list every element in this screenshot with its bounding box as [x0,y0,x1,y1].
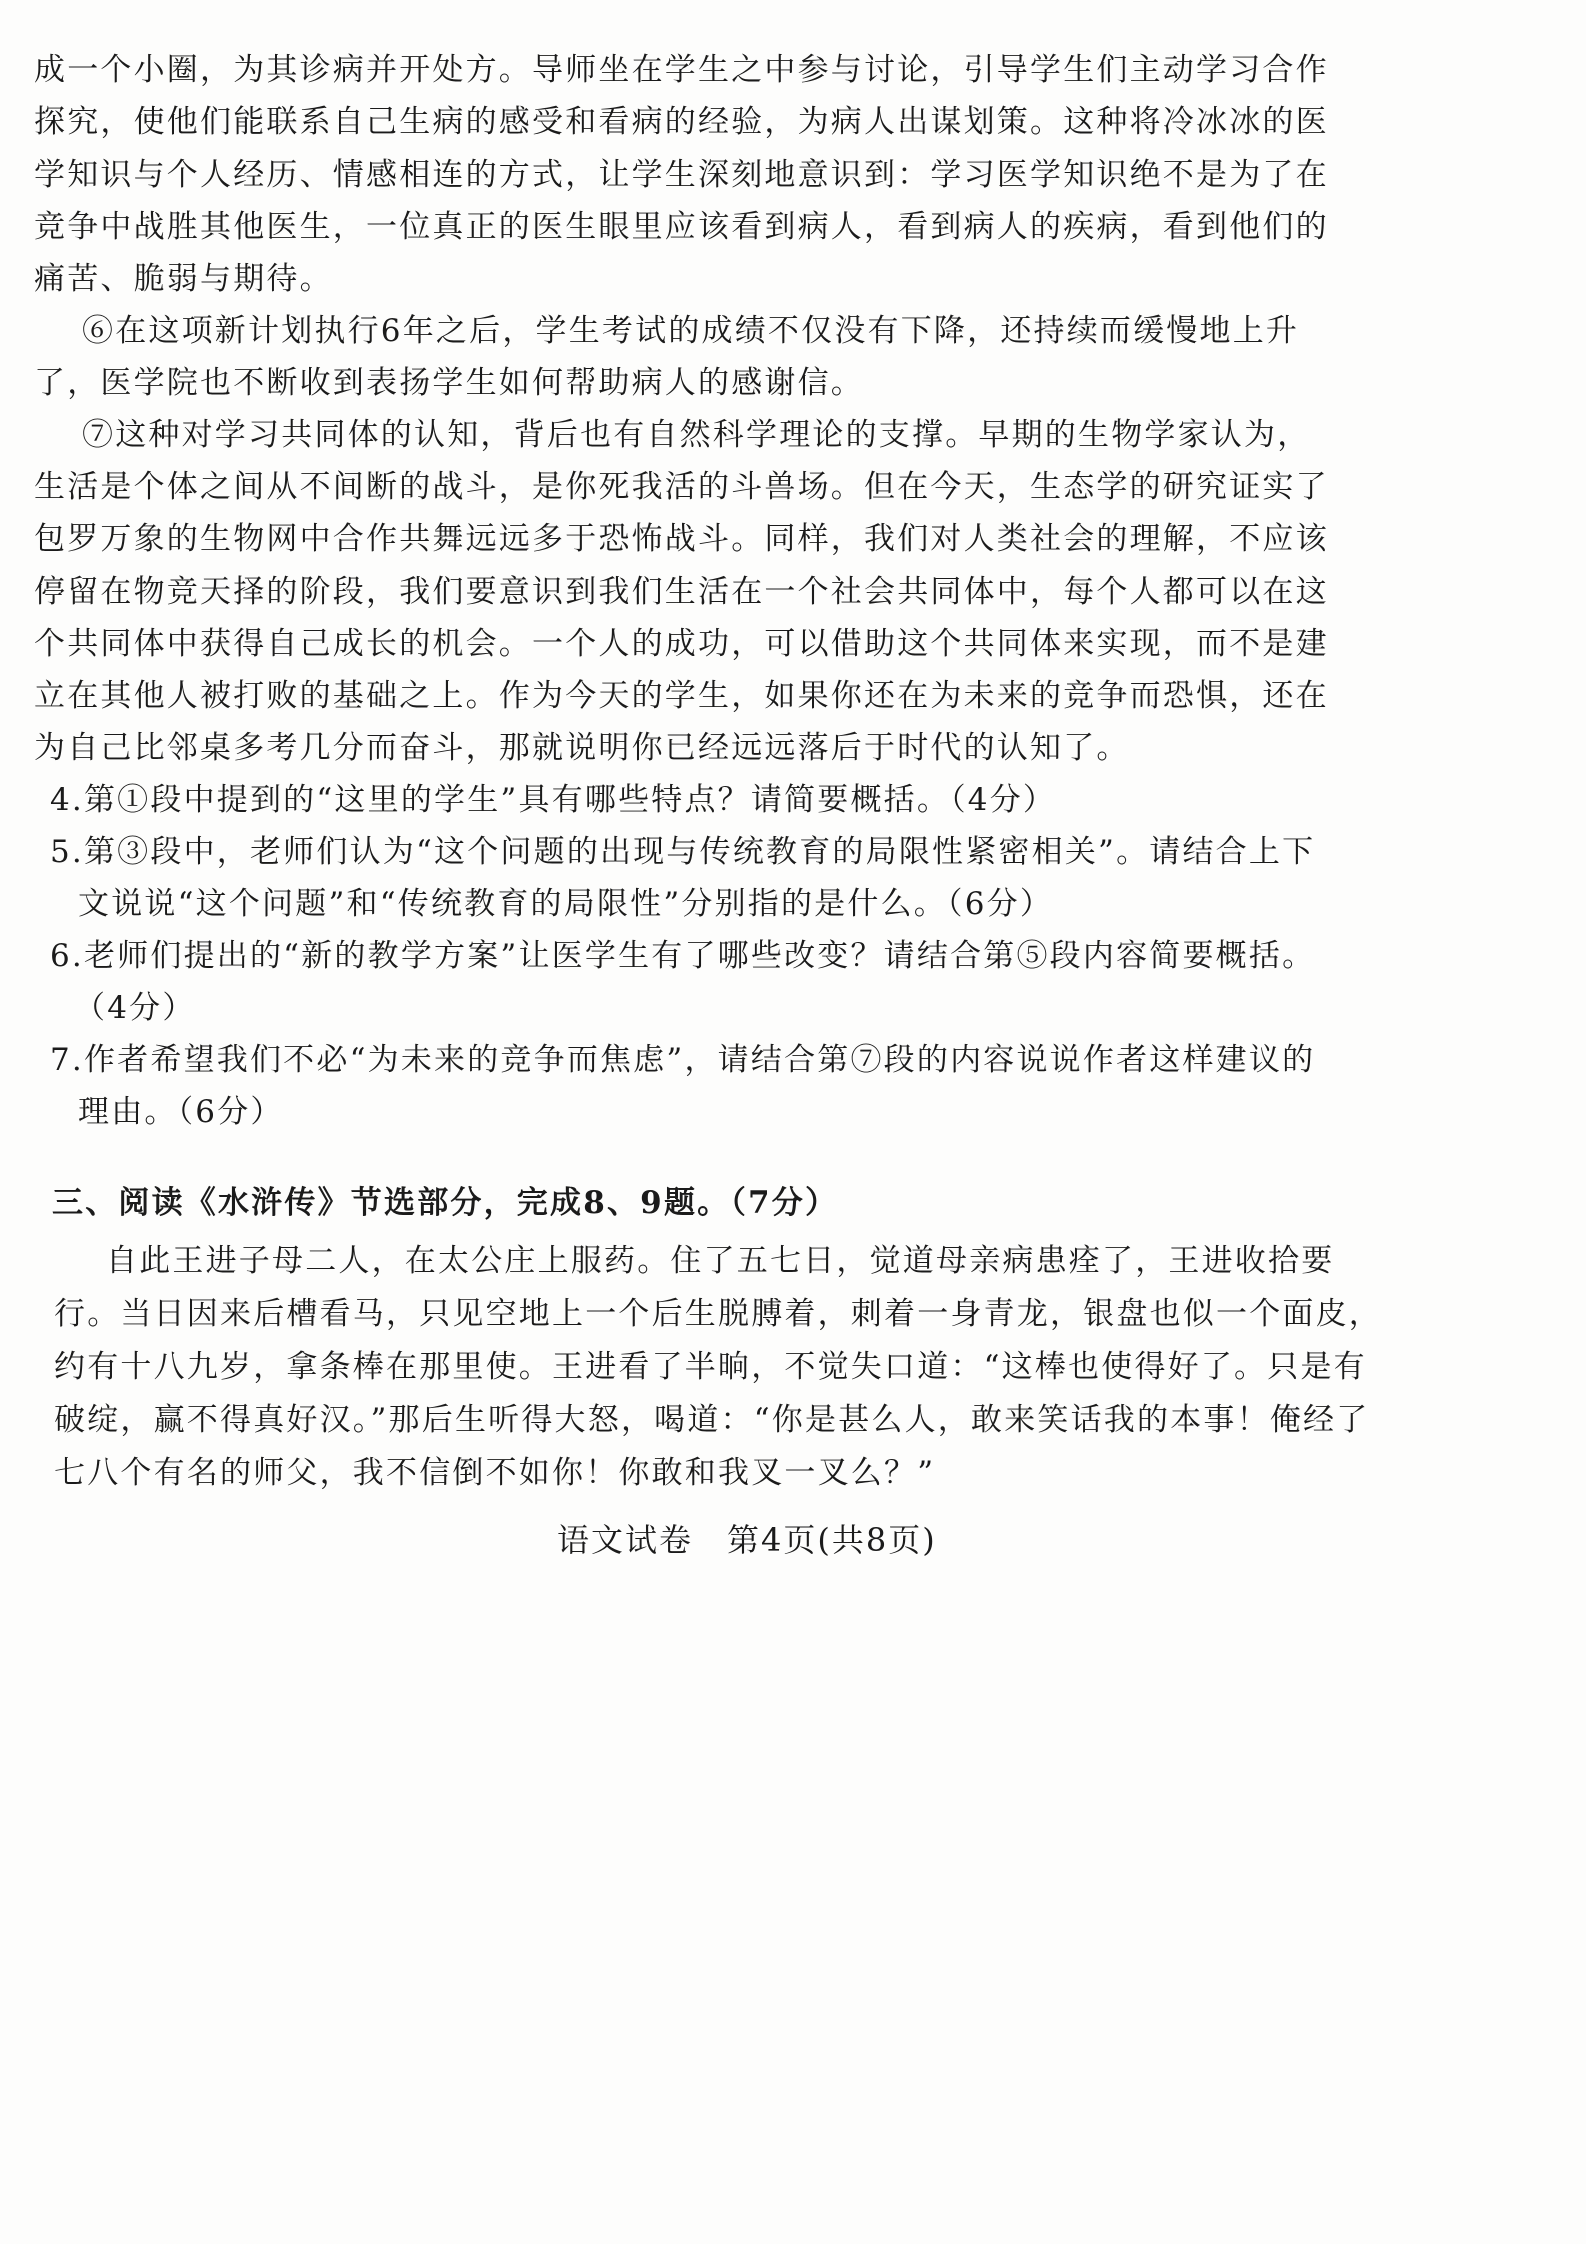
question-6-line: （4分） [74,990,196,1026]
paragraph-6-line: 了，医学院也不断收到表扬学生如何帮助病人的感谢信。 [34,365,864,401]
question-4: 4.第①段中提到的“这里的学生”具有哪些特点？请简要概括。（4分） [50,782,1057,818]
paragraph-7-line: 立在其他人被打败的基础之上。作为今天的学生，如果你还在为未来的竞争而恐惧，还在 [34,678,1329,714]
paragraph-5-line: 成一个小圈，为其诊病并开处方。导师坐在学生之中参与讨论，引导学生们主动学习合作 [34,52,1329,88]
paragraph-5-line: 探究，使他们能联系自己生病的感受和看病的经验，为病人出谋划策。这种将冷冰冰的医 [34,104,1329,140]
passage-line: 自此王进子母二人，在太公庄上服药。住了五七日，觉道母亲病患痊了，王进收拾要 [106,1243,1335,1279]
paragraph-7-line: 包罗万象的生物网中合作共舞远远多于恐怖战斗。同样，我们对人类社会的理解，不应该 [34,521,1329,557]
section-3-heading: 三、阅读《水浒传》节选部分，完成8、9题。（7分） [52,1185,839,1221]
passage-line: 约有十八九岁，拿条棒在那里使。王进看了半晌，不觉失口道：“这棒也使得好了。只是有 [54,1349,1367,1385]
paragraph-6-line: ⑥在这项新计划执行6年之后，学生考试的成绩不仅没有下降，还持续而缓慢地上升 [82,313,1300,349]
question-7-line: 7.作者希望我们不必“为未来的竞争而焦虑”，请结合第⑦段的内容说说作者这样建议的 [50,1042,1316,1078]
page-footer: 语文试卷 第4页(共8页) [557,1521,937,1559]
paragraph-5-line: 学知识与个人经历、情感相连的方式，让学生深刻地意识到：学习医学知识绝不是为了在 [34,157,1329,193]
paragraph-7-line: 为自己比邻桌多考几分而奋斗，那就说明你已经远远落后于时代的认知了。 [34,730,1130,766]
paragraph-5-line: 痛苦、脆弱与期待。 [34,261,333,297]
question-7-line: 理由。（6分） [78,1094,284,1130]
passage-line: 七八个有名的师父，我不信倒不如你！你敢和我叉一叉么？” [54,1455,936,1491]
passage-line: 破绽，赢不得真好汉。”那后生听得大怒，喝道：“你是甚么人，敢来笑话我的本事！俺经了 [54,1402,1370,1438]
passage-line: 行。当日因来后槽看马，只见空地上一个后生脱膊着，刺着一身青龙，银盘也似一个面皮， [54,1296,1382,1332]
question-6-line: 6.老师们提出的“新的教学方案”让医学生有了哪些改变？请结合第⑤段内容简要概括。 [50,938,1316,974]
question-5-line: 5.第③段中，老师们认为“这个问题的出现与传统教育的局限性紧密相关”。请结合上下 [50,834,1316,870]
paragraph-7-line: ⑦这种对学习共同体的认知，背后也有自然科学理论的支撑。早期的生物学家认为， [82,417,1311,453]
paragraph-7-line: 个共同体中获得自己成长的机会。一个人的成功，可以借助这个共同体来实现，而不是建 [34,626,1329,662]
paragraph-7-line: 生活是个体之间从不间断的战斗，是你死我活的斗兽场。但在今天，生态学的研究证实了 [34,469,1329,505]
question-5-line: 文说说“这个问题”和“传统教育的局限性”分别指的是什么。（6分） [78,886,1054,922]
paragraph-7-line: 停留在物竞天择的阶段，我们要意识到我们生活在一个社会共同体中，每个人都可以在这 [34,574,1329,610]
paragraph-5-line: 竞争中战胜其他医生，一位真正的医生眼里应该看到病人，看到病人的疾病，看到他们的 [34,209,1329,245]
